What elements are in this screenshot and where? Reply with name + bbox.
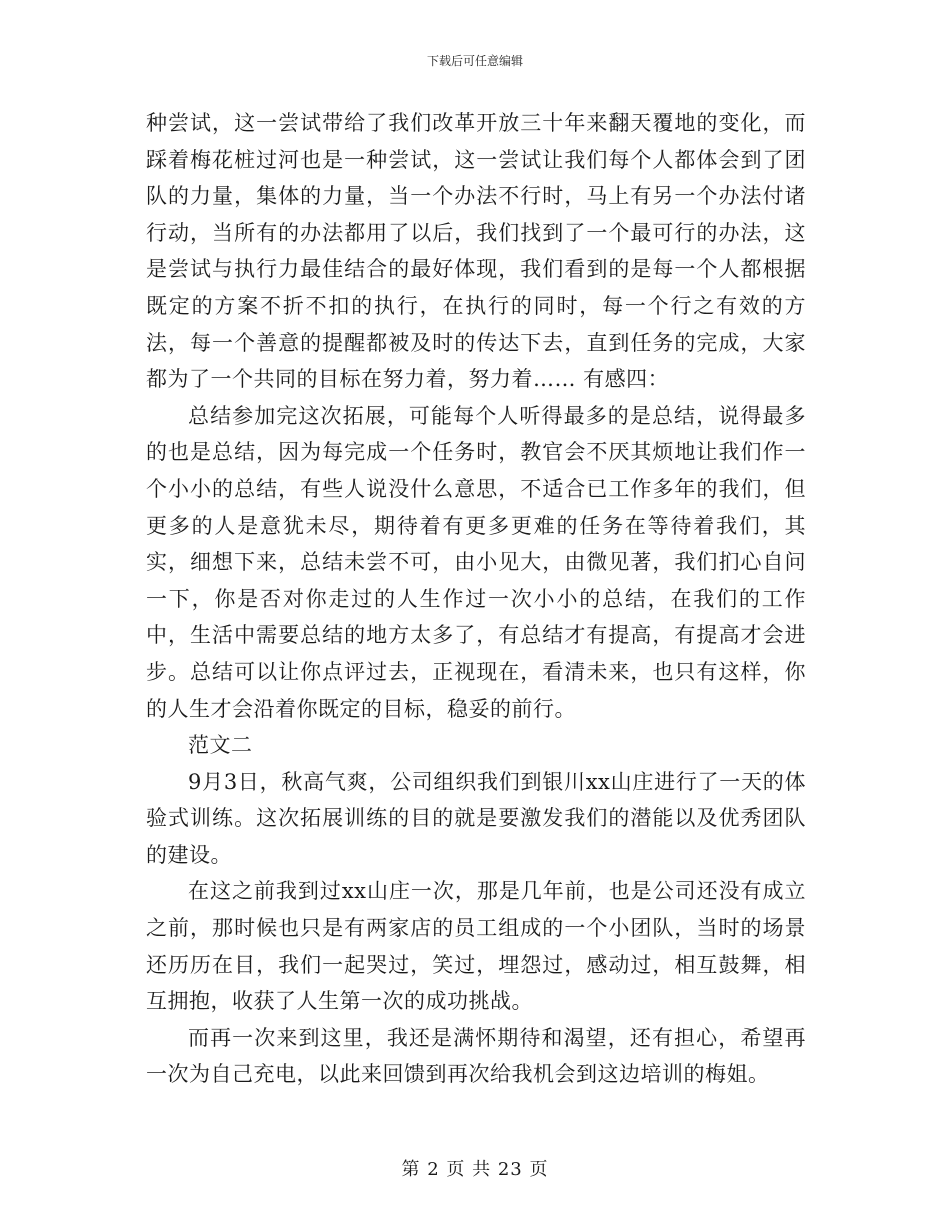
paragraph: 而再一次来到这里，我还是满怀期待和渴望，还有担心，希望再一次为自己充电，以此来回馈到再次给我机会到这边培训的梅姐。: [146, 1025, 806, 1087]
page-header: 下载后可任意编辑: [426, 54, 523, 68]
paragraph: 9月3日，秋高气爽，公司组织我们到银川xx山庄进行了一天的体验式训练。这次拓展训练的目的就是要激发我们的潜能以及优秀团队的建设。: [146, 769, 806, 867]
page-number-footer: 第 2 页 共 23 页: [401, 1159, 549, 1180]
paragraph: 种尝试，这一尝试带给了我们改革开放三十年来翻天覆地的变化，而踩着梅花桩过河也是一种尝试，这一尝试让我们每个人都体会到了团队的力量，集体的力量，当一个办法不行时，马上有另一个办法付诸行动，当所有的办法都用了以后，我们找到了一个最可行的办法，这是尝试与执行力最佳结合的最好体现，我们看到的是每一个人都根据既定的方案不折不扣的执行，在执行的同时，每一个行之有效的方法，每一个善意的提醒都被及时的传达下去，直到任务的完成，大家都为了一个共同的目标在努力着，努力着…… 有感四：: [146, 111, 806, 392]
paragraph: 总结参加完这次拓展，可能每个人听得最多的是总结，说得最多的也是总结，因为每完成一个任务时，教官会不厌其烦地让我们作一个小小的总结，有些人说没什么意思，不适合已工作多年的我们，但更多的人是意犹未尽，期待着有更多更难的任务在等待着我们，其实，细想下来，总结未尝不可，由小见大，由微见著，我们扪心自问一下，你是否对你走过的人生作过一次小小的总结，在我们的工作中，生活中需要总结的地方太多了，有总结才有提高，有提高才会进步。总结可以让你点评过去，正视现在，看清未来，也只有这样，你的人生才会沿着你既定的目标，稳妥的前行。: [146, 403, 806, 721]
section-heading: 范文二: [188, 733, 253, 758]
document-body: [146, 105, 806, 1093]
paragraph: 在这之前我到过xx山庄一次，那是几年前，也是公司还没有成立之前，那时候也只是有两家店的员工组成的一个小团队，当时的场景还历历在目，我们一起哭过，笑过，埋怨过，感动过，相互鼓舞，相互拥抱，收获了人生第一次的成功挑战。: [146, 879, 806, 1014]
